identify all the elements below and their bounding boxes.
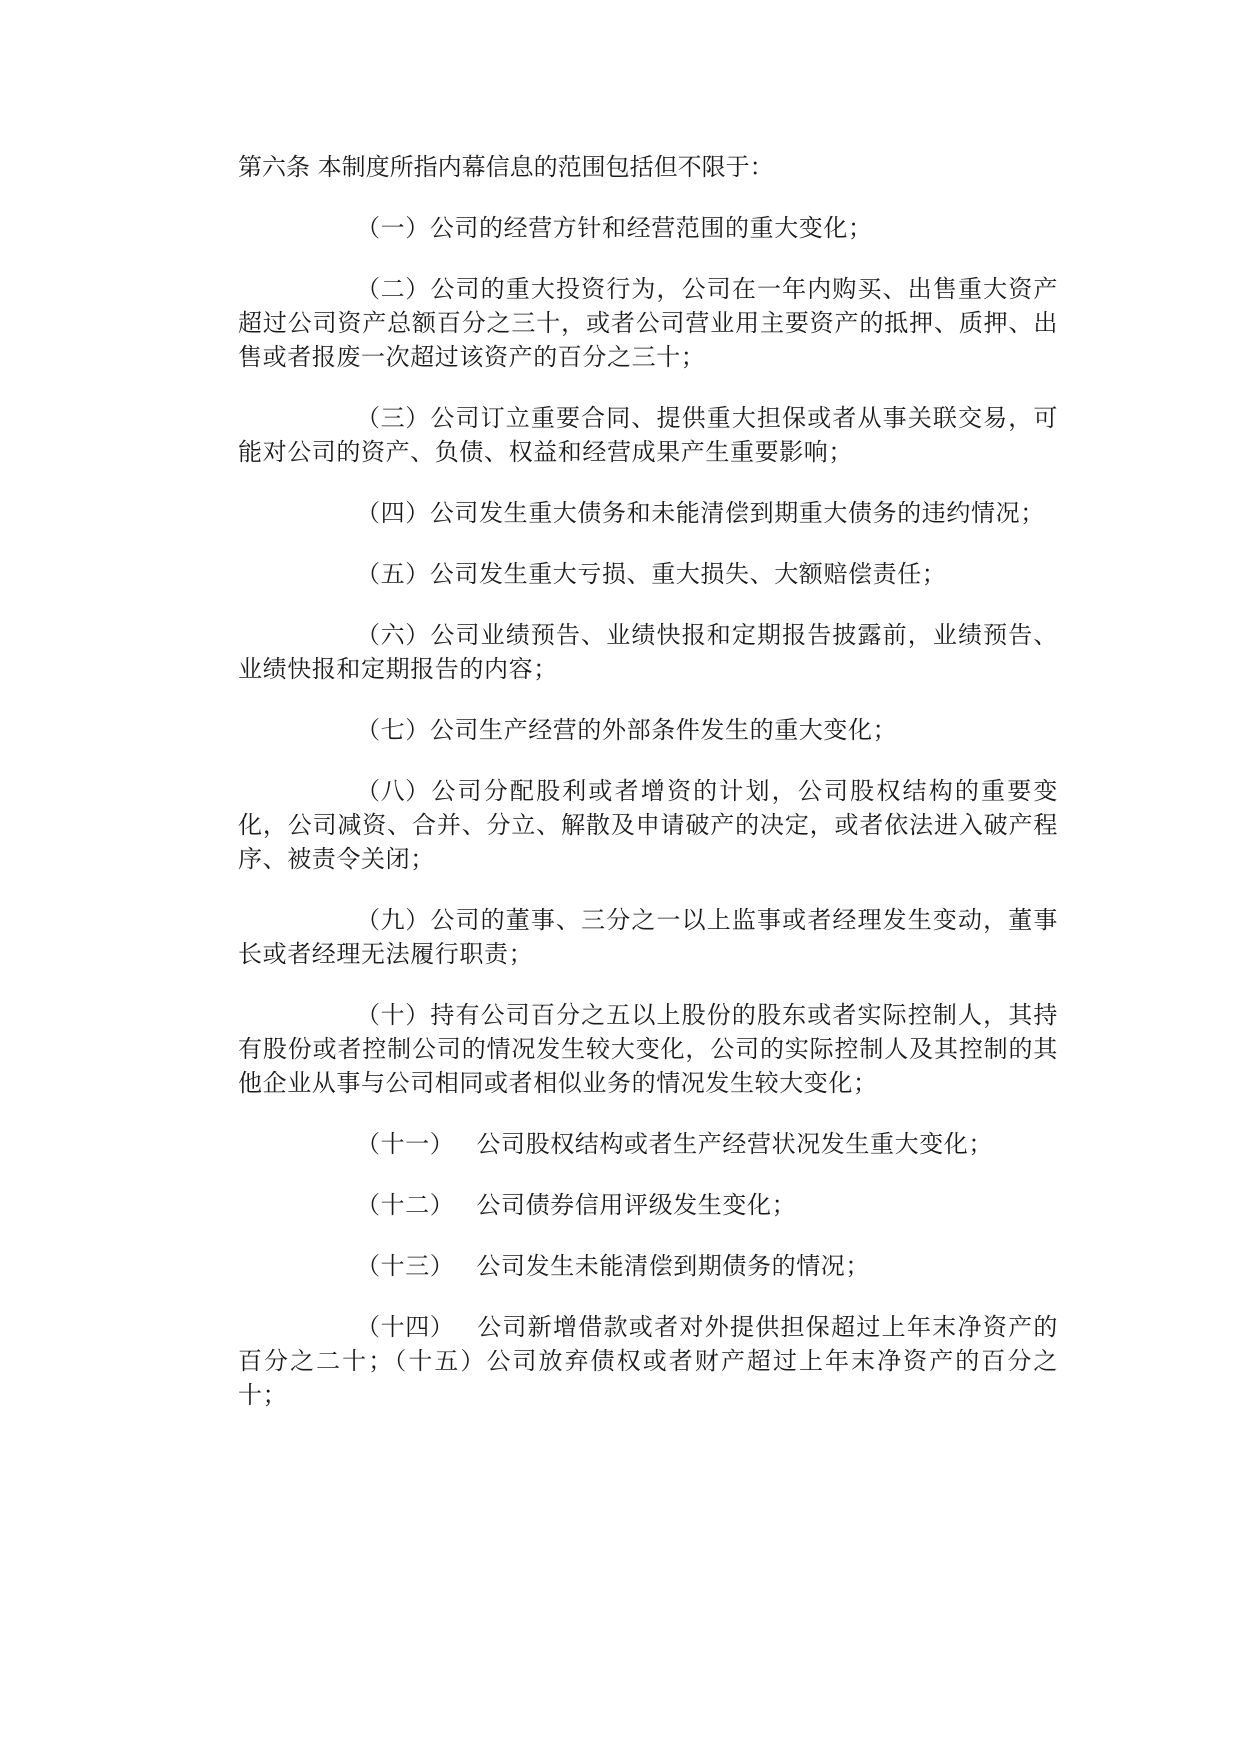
document-page (238, 150, 1058, 1439)
item-text: 公司发生重大债务和未能清偿到期重大债务的违约情况； (429, 499, 1045, 527)
item-text: 公司债券信用评级发生变化； (476, 1191, 797, 1219)
item-text: 公司新增借款或者对外提供担保超过上年末净资产的百分之二十；（十五）公司放弃债权或者财产超过上年末净资产的百分之十； (238, 1313, 1058, 1409)
list-item (238, 211, 1058, 245)
item-text: 公司分配股利或者增资的计划，公司股权结构的重要变化，公司减资、合并、分立、解散及申请破产的决定，或者依法进入破产程序、被责令关闭； (238, 777, 1058, 873)
item-label: （五） (356, 560, 430, 588)
list-item (238, 1127, 1058, 1161)
item-label: （二） (356, 275, 430, 303)
list-item (238, 1310, 1058, 1412)
item-label: （七） (356, 716, 430, 744)
item-label: （四） (356, 499, 430, 527)
item-text: 持有公司百分之五以上股份的股东或者实际控制人，其持有股份或者控制公司的情况发生较大变化，公司的实际控制人及其控制的其他企业从事与公司相同或者相似业务的情况发生较大变化； (238, 1001, 1058, 1097)
item-label: （十一） (356, 1130, 455, 1158)
list-item (238, 1188, 1058, 1222)
item-text: 公司股权结构或者生产经营状况发生重大变化； (476, 1130, 994, 1158)
item-label: （十四） (356, 1313, 455, 1341)
list-item (238, 1249, 1058, 1283)
list-item (238, 774, 1058, 876)
list-item (238, 401, 1058, 469)
item-label: （十） (356, 1001, 430, 1029)
item-label: （六） (356, 621, 430, 649)
item-text: 公司的重大投资行为，公司在一年内购买、出售重大资产超过公司资产总额百分之三十，或者公司营业用主要资产的抵押、质押、出售或者报废一次超过该资产的百分之三十； (238, 275, 1058, 371)
list-item (238, 998, 1058, 1100)
item-label: （三） (356, 404, 430, 432)
item-label: （九） (356, 906, 430, 934)
list-item (238, 903, 1058, 971)
list-item (238, 557, 1058, 591)
list-item (238, 713, 1058, 747)
list-item (238, 496, 1058, 530)
item-text: 公司生产经营的外部条件发生的重大变化； (429, 716, 898, 744)
list-item (238, 272, 1058, 374)
item-label: （十二） (356, 1191, 455, 1219)
article-heading: 第六条 本制度所指内幕信息的范围包括但不限于： (238, 153, 774, 181)
item-label: （十三） (356, 1252, 455, 1280)
item-label: （一） (356, 214, 430, 242)
item-label: （八） (356, 777, 430, 805)
item-text: 公司的经营方针和经营范围的重大变化； (429, 214, 873, 242)
item-text: 公司订立重要合同、提供重大担保或者从事关联交易，可能对公司的资产、负债、权益和经营成果产生重要影响； (238, 404, 1058, 466)
item-text: 公司的董事、三分之一以上监事或者经理发生变动，董事长或者经理无法履行职责； (238, 906, 1058, 968)
item-text: 公司业绩预告、业绩快报和定期报告披露前，业绩预告、业绩快报和定期报告的内容； (238, 621, 1058, 683)
list-item (238, 618, 1058, 686)
item-text: 公司发生未能清偿到期债务的情况； (476, 1252, 871, 1280)
item-text: 公司发生重大亏损、重大损失、大额赔偿责任； (429, 560, 947, 588)
